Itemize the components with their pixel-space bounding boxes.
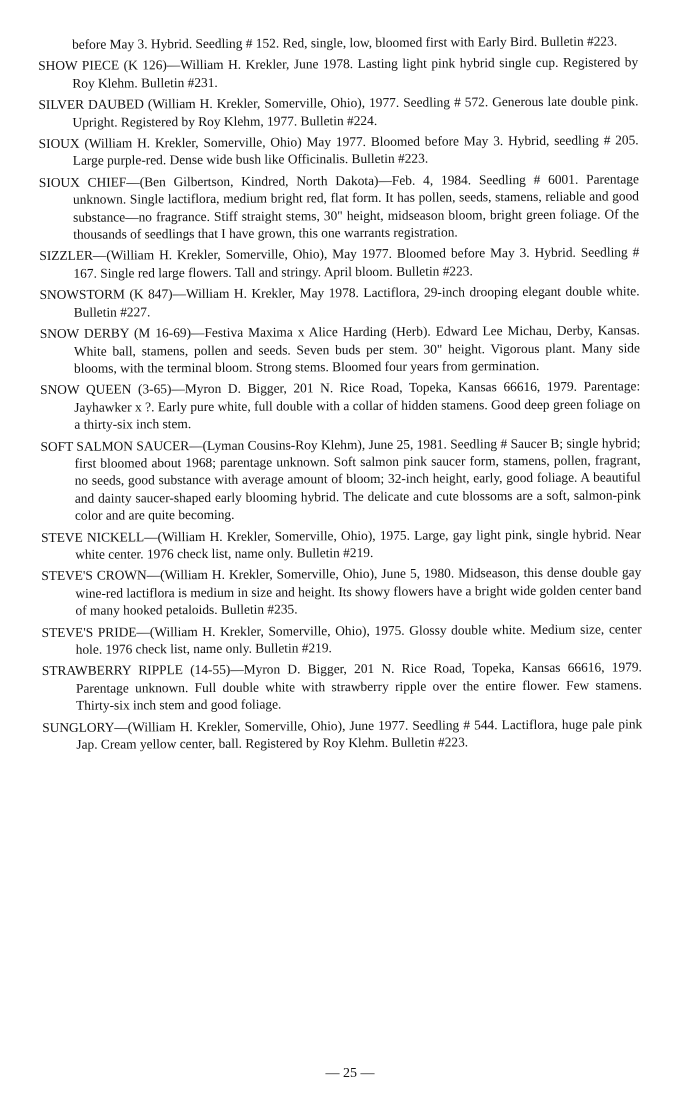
entry-sioux-chief: SIOUX CHIEF—(Ben Gilbertson, Kindred, North Dakota)—Feb. 4, 1984. Seedling # 6001. Parentage unknown. Single lactiflora, medium bright red, flat form. It has pollen, seeds, stamens, reliable and good substance—no fragrance. Stiff straight stems, 30" height, midseason bloom, bright green foliage. Of the thousands of seedlings that I have grown, this one warrants registration. bbox=[38, 171, 640, 242]
entry-soft-salmon-saucer: SOFT SALMON SAUCER—(Lyman Cousins-Roy Klehm), June 25, 1981. Seedling # Saucer B; single hybrid; first bloomed about 1968; parentage unknown. Soft salmon pink saucer form, stamens, pollen, fragrant, no seeds, good substance with average amount of bloom; 32-inch height, early, good foliage. A beautiful and dainty saucer-shaped early blooming hybrid. The delicate and cute blossoms are a soft, salmon-pink color and are quite becoming. bbox=[40, 434, 641, 523]
entry-steve-nickell: STEVE NICKELL—(William H. Krekler, Somerville, Ohio), 1975. Large, gay light pink, single hybrid. Near white center. 1976 check list, name only. Bulletin #219. bbox=[41, 525, 642, 562]
entry-steves-crown: STEVE'S CROWN—(William H. Krekler, Somerville, Ohio), June 5, 1980. Midseason, this dense double gay wine-red lactiflora is medium in size and height. Its showy flowers have a bright wide golden center band of many hooked petaloids. Bulletin #235. bbox=[41, 564, 642, 618]
entry-show-piece: SHOW PIECE (K 126)—William H. Krekler, June 1978. Lasting light pink hybrid single cup. Registered by Roy Klehm. Bulletin #231. bbox=[38, 54, 639, 91]
document-body bbox=[38, 32, 642, 757]
entry-strawberry-ripple: STRAWBERRY RIPPLE (14-55)—Myron D. Bigger, 201 N. Rice Road, Topeka, Kansas 66616, 1979. Parentage unknown. Full double white with strawberry ripple over the entire flower. Few stamens. Thirty-six inch stem and good foliage. bbox=[41, 659, 643, 713]
entry-sioux: SIOUX (William H. Krekler, Somerville, Ohio) May 1977. Bloomed before May 3. Hybrid, seedling # 205. Large purple-red. Dense wide bush like Officinalis. Bulletin #223. bbox=[38, 132, 639, 169]
entry-continued: before May 3. Hybrid. Seedling # 152. Red, single, low, bloomed first with Early Bird. Bulletin #223. bbox=[72, 33, 618, 52]
entry-silver-daubed: SILVER DAUBED (William H. Krekler, Somerville, Ohio), 1977. Seedling # 572. Generous late double pink. Upright. Registered by Roy Klehm, 1977. Bulletin #224. bbox=[38, 93, 639, 130]
entry-sunglory: SUNGLORY—(William H. Krekler, Somerville, Ohio), June 1977. Seedling # 544. Lactiflora, huge pale pink Jap. Cream yellow center, ball. Registered by Roy Klehm. Bulletin #223. bbox=[42, 715, 643, 752]
entry-sizzler: SIZZLER—(William H. Krekler, Somerville, Ohio), May 1977. Bloomed before May 3. Hybrid. Seedling # 167. Single red large flowers. Tall and stringy. April bloom. Bulletin #223. bbox=[39, 244, 640, 281]
entry-steves-pride: STEVE'S PRIDE—(William H. Krekler, Somerville, Ohio), 1975. Glossy double white. Medium size, center hole. 1976 check list, name only. Bulletin #219. bbox=[41, 620, 642, 657]
entry-snowstorm: SNOWSTORM (K 847)—William H. Krekler, May 1978. Lactiflora, 29-inch drooping elegant double white. Bulletin #227. bbox=[39, 283, 640, 320]
entry-snow-queen: SNOW QUEEN (3-65)—Myron D. Bigger, 201 N. Rice Road, Topeka, Kansas 66616, 1979. Parentage: Jayhawker x ?. Early pure white, full double with a collar of hidden stamens. Good deep green foliage on a thirty-six inch stem. bbox=[40, 378, 641, 432]
entry-snow-derby: SNOW DERBY (M 16-69)—Festiva Maxima x Alice Harding (Herb). Edward Lee Michau, Derby, Kansas. White ball, stamens, pollen and seeds. Seven buds per stem. 30" height. Vigorous plant. Many side blooms, with the terminal bloom. Strong stems. Bloomed four years from germination. bbox=[39, 322, 640, 376]
page-number: — 25 — bbox=[325, 1066, 375, 1081]
